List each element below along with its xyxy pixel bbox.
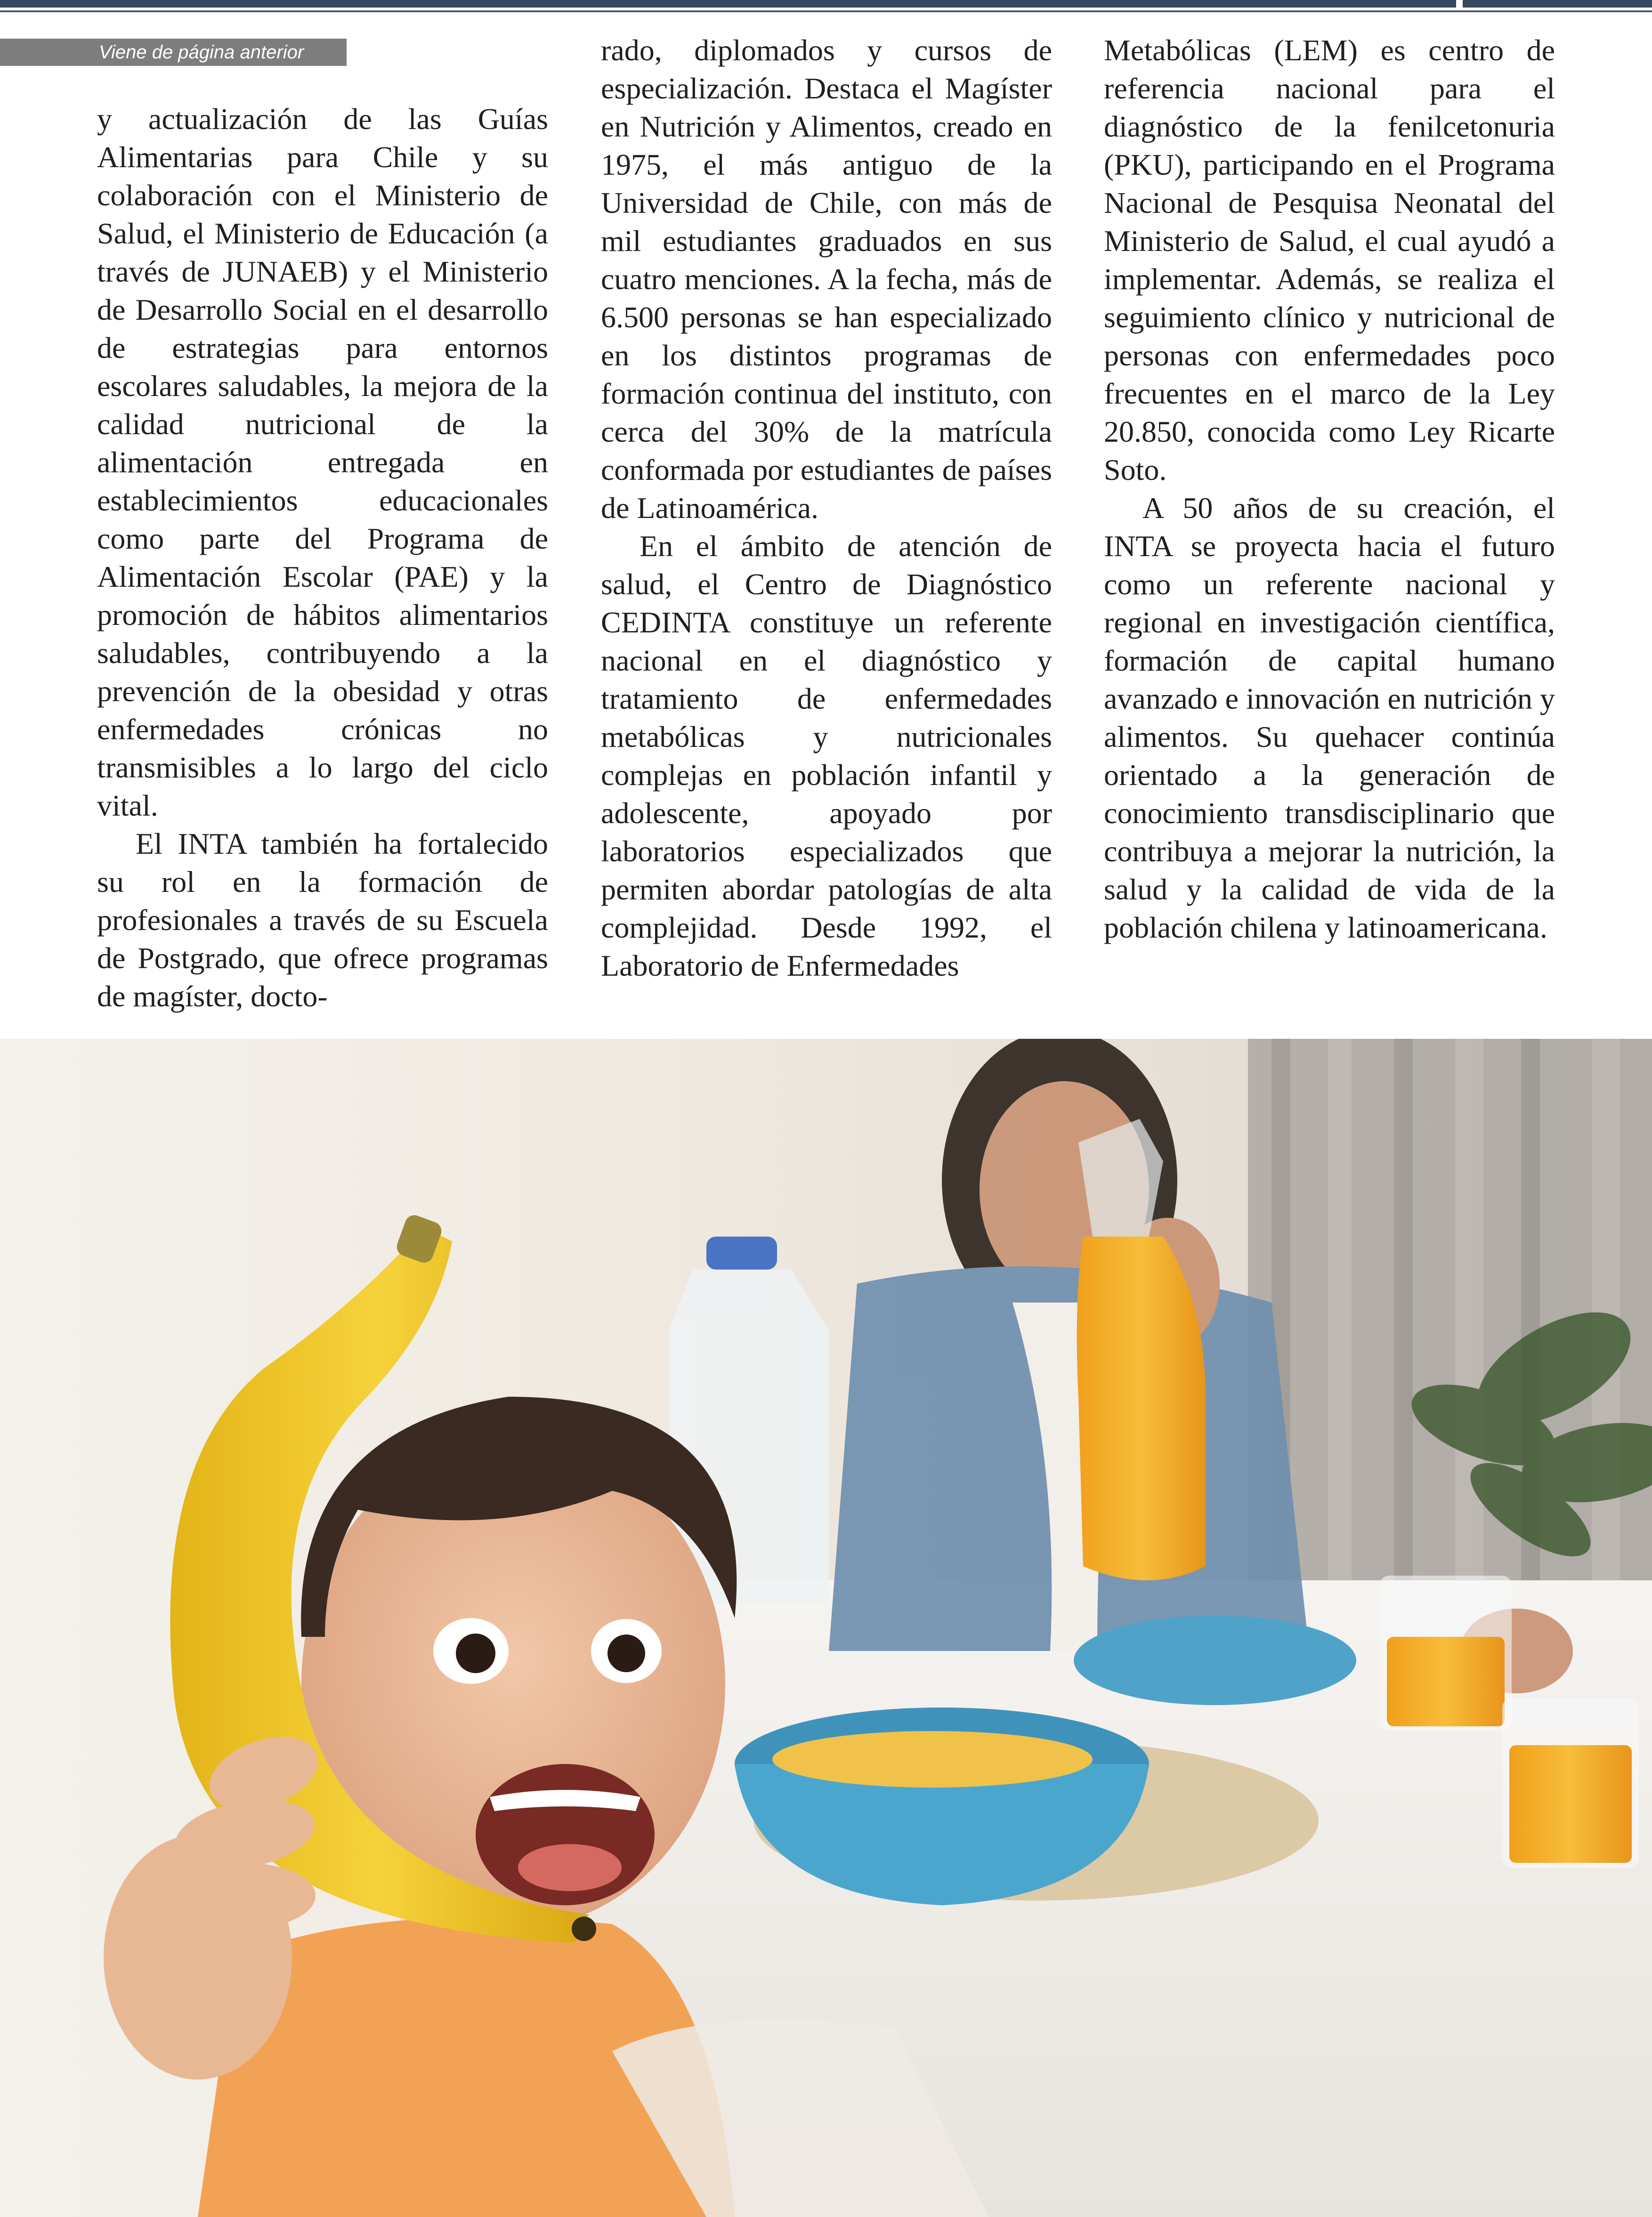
article-column-3	[1104, 31, 1555, 947]
col1-paragraph-2: El INTA también ha fortalecido su rol en la formación de profesionales a través de su Escuela de Postgrado, que ofrece programas de magíster, docto-	[97, 827, 548, 1013]
article-column-1	[97, 100, 548, 1015]
article-column-2	[601, 31, 1052, 985]
col2-paragraph-1: rado, diplomados y cursos de especialización. Destaca el Magíster en Nutrición y Alimentos, creado en 1975, el más antiguo de la Universidad de Chile, con más de mil estudiantes graduados en sus cuatro menciones. A la fecha, más de 6.500 personas se han especializado en los distintos programas de formación continua del instituto, con cerca del 30% de la matrícula conformada por estudiantes de países de Latinoamérica.	[601, 33, 1052, 525]
juice-glass-1	[1380, 1576, 1512, 1731]
col1-paragraph-1: y actualización de las Guías Alimentarias para Chile y su colaboración con el Ministerio de Salud, el Ministerio de Educación (a través de JUNAEB) y el Ministerio de Desarrollo Social en el desarrollo de estrategias para entornos escolares saludables, la mejora de la calidad nutricional de la alimentación entregada en establecimientos educacionales como parte del Programa de Alimentación Escolar (PAE) y la promoción de hábitos alimentarios saludables, contribuyendo a la prevención de la obesidad y otras enfermedades crónicas no transmisibles a lo largo del ciclo vital.	[97, 102, 548, 822]
col2-paragraph-2: En el ámbito de atención de salud, el Centro de Diagnóstico CEDINTA constituye un referente nacional en el diagnóstico y tratamiento de enfermedades metabólicas y nutricionales complejas en población infantil y adolescente, apoyado por laboratorios especializados que permiten abordar patologías de alta complejidad. Desde 1992, el Laboratorio de Enfermedades	[601, 529, 1052, 982]
header-rule	[0, 0, 1652, 8]
breakfast-photo	[0, 1039, 1652, 2217]
continued-from-previous-label: Viene de página anterior	[0, 39, 347, 66]
header-rule-gap	[1456, 0, 1463, 10]
col3-paragraph-2: A 50 años de su creación, el INTA se proyecta hacia el futuro como un referente nacional y regional en investigación científica, formación de capital humano avanzado e innovación en nutrición y alimentos. Su quehacer continúa orientado a la generación de conocimiento transdisciplinario que contribuya a mejorar la nutrición, la salud y la calidad de vida de la población chilena y latinoamericana.	[1104, 491, 1555, 944]
header-rule-thin	[0, 10, 1652, 12]
col3-paragraph-1: Metabólicas (LEM) es centro de referencia nacional para el diagnóstico de la fenilcetonuria (PKU), participando en el Programa Nacional de Pesquisa Neonatal del Ministerio de Salud, el cual ayudó a implementar. Además, se realiza el seguimiento clínico y nutricional de personas con enfermedades poco frecuentes en el marco de la Ley 20.850, conocida como Ley Ricarte Soto.	[1104, 33, 1555, 486]
juice-glass-2	[1502, 1698, 1639, 1868]
